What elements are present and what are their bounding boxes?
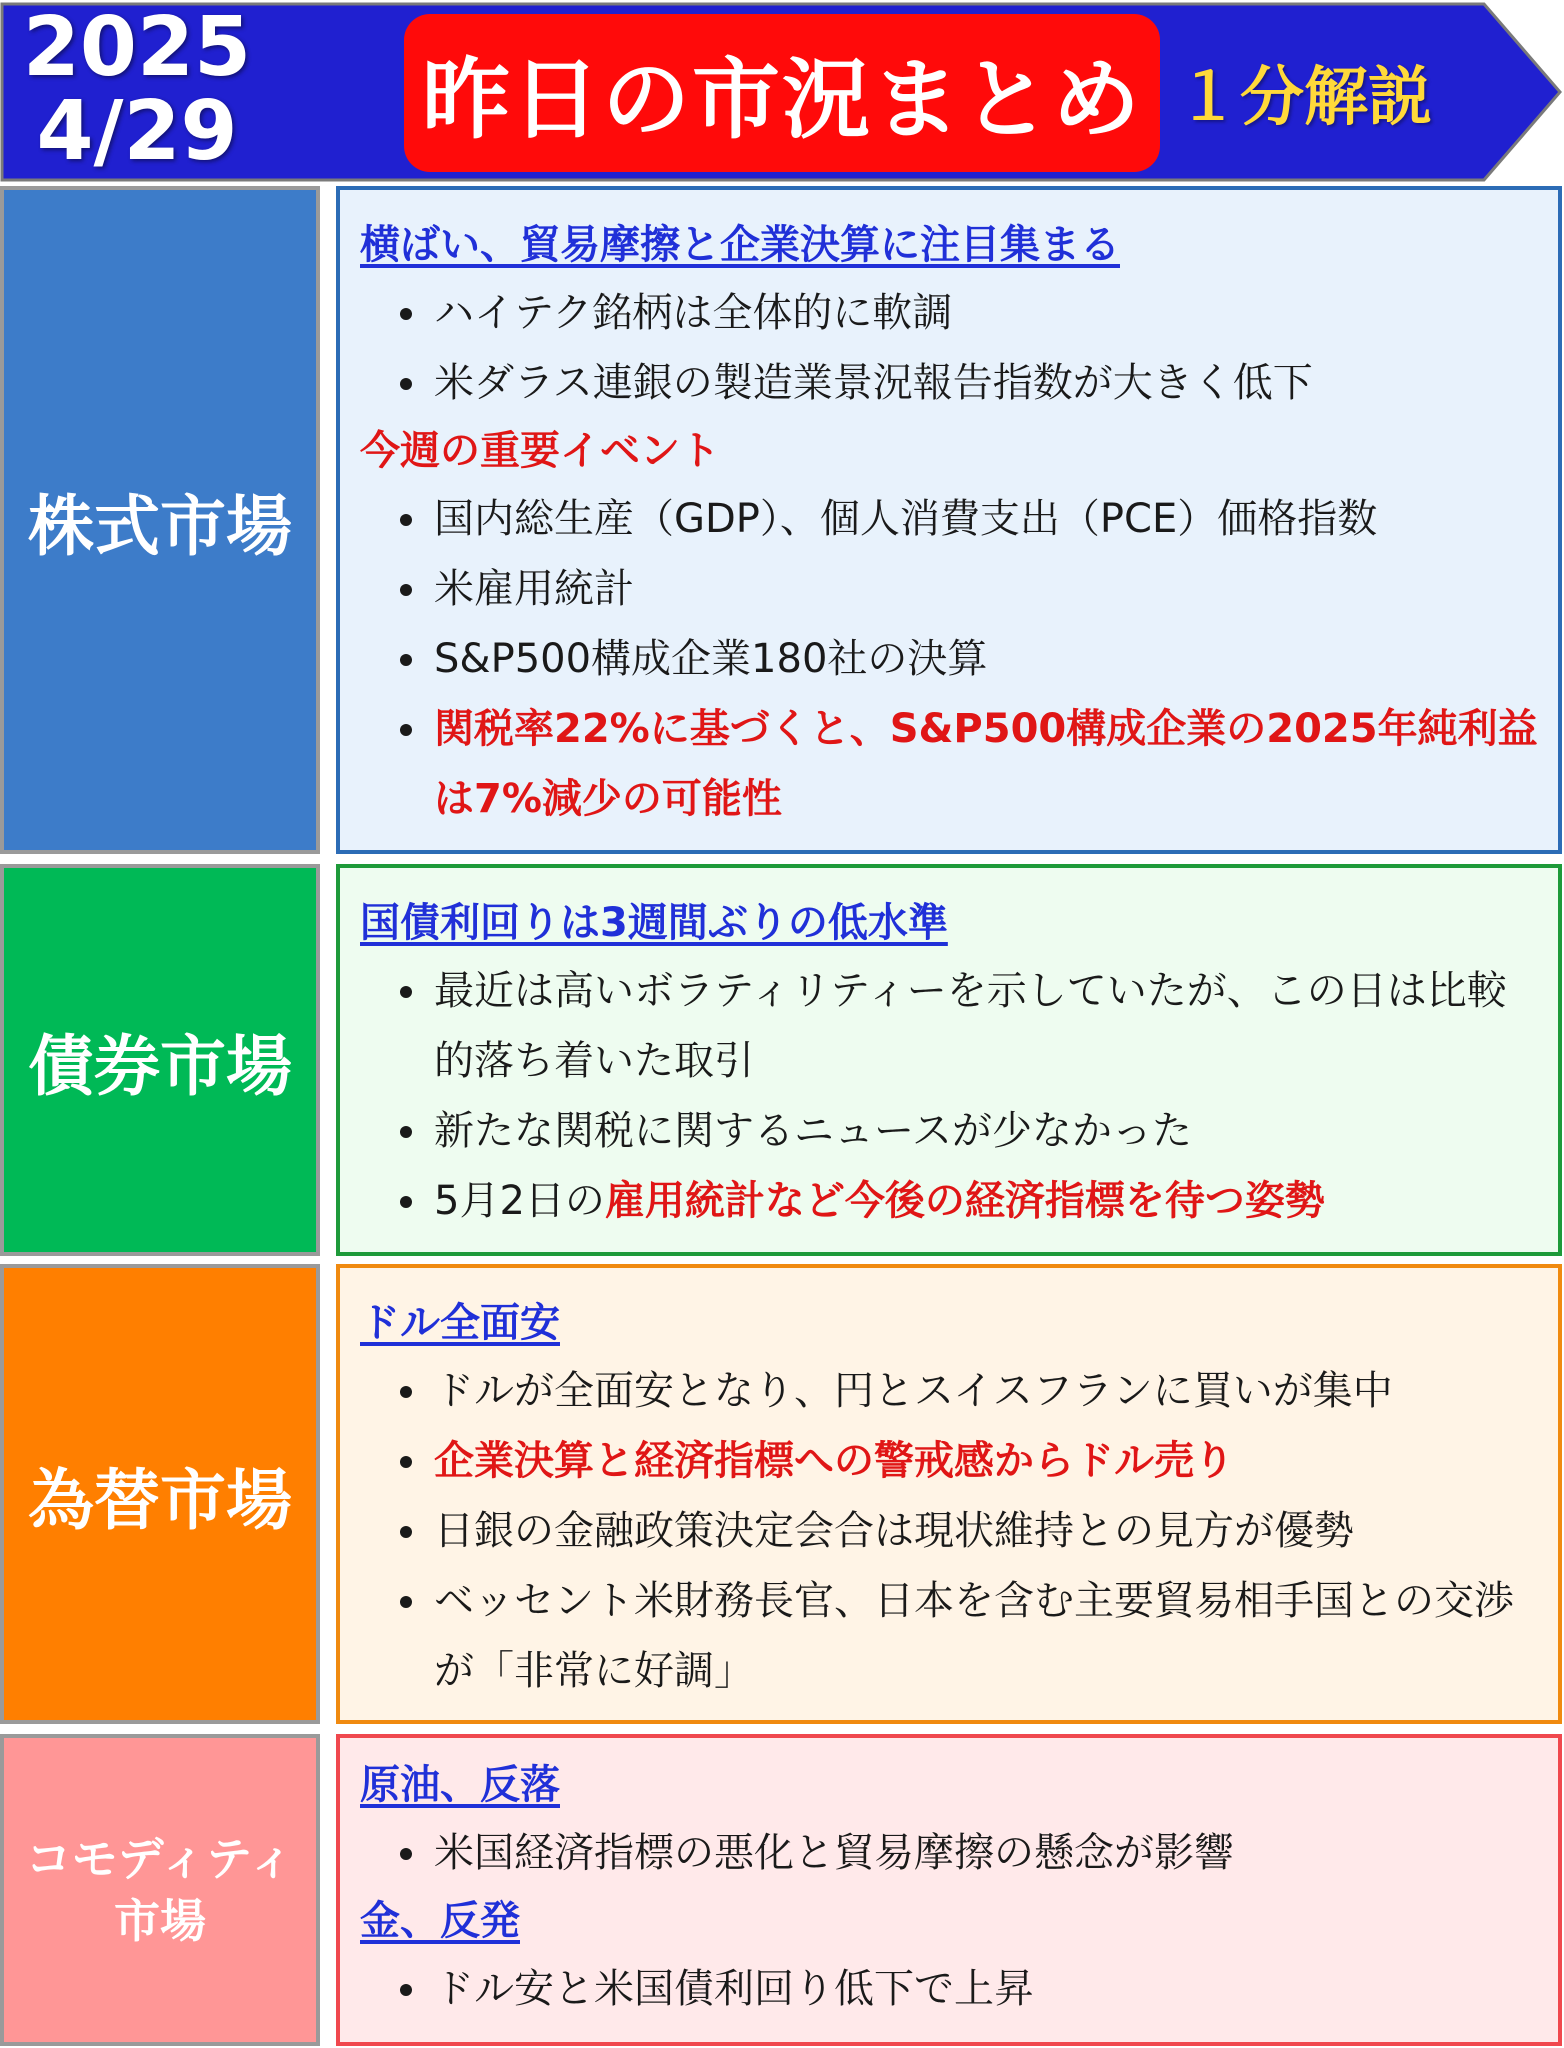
page-title: 昨日の市況まとめ (421, 48, 1142, 151)
list-item: ドル安と米国債利回り低下で上昇 (360, 1954, 1538, 2024)
section-commodity-market (0, 1734, 1564, 2046)
list-item: 最近は高いボラティリティーを示していたが、この日は比較的落ち着いた取引 (360, 956, 1538, 1096)
bond-bullet3-highlight: 雇用統計など今後の経済指標を待つ姿勢 (604, 1178, 1325, 1224)
date-display (10, 0, 264, 179)
bond-bullet3-prefix: 5月2日の (434, 1178, 605, 1224)
title-box (404, 14, 1160, 172)
list-item: S&P500構成企業180社の決算 (360, 624, 1538, 694)
list-item: 米雇用統計 (360, 554, 1538, 624)
commodity-heading-gold: 金、反発 (360, 1898, 520, 1944)
list-item: 米ダラス連銀の製造業景況報告指数が大きく低下 (360, 348, 1538, 418)
fx-heading: ドル全面安 (360, 1300, 560, 1346)
date-year: 2025 (22, 0, 252, 95)
page-subtitle: １分解説 (1176, 61, 1432, 135)
bond-bullet-list (360, 956, 1538, 1236)
list-item: 日銀の金融政策決定会合は現状維持との見方が優勢 (360, 1496, 1538, 1566)
stock-heading-main: 横ばい、貿易摩擦と企業決算に注目集まる (360, 222, 1120, 268)
commodity-oil-list (360, 1818, 1538, 1888)
bond-market-content (336, 864, 1562, 1256)
bond-heading: 国債利回りは3週間ぶりの低水準 (360, 900, 948, 946)
commodity-heading-oil: 原油、反落 (360, 1762, 560, 1808)
list-item: 米国経済指標の悪化と貿易摩擦の懸念が影響 (360, 1818, 1538, 1888)
list-item-highlight: 関税率22%に基づくと、S&P500構成企業の2025年純利益は7%減少の可能性 (360, 694, 1538, 834)
list-item (360, 1166, 1538, 1236)
list-item-highlight: 企業決算と経済指標への警戒感からドル売り (360, 1426, 1538, 1496)
stock-market-label: 株式市場 (0, 186, 320, 854)
stock-heading-events: 今週の重要イベント (360, 428, 720, 474)
section-stock-market (0, 186, 1564, 854)
list-item: ハイテク銘柄は全体的に軟調 (360, 278, 1538, 348)
list-item: ドルが全面安となり、円とスイスフランに買いが集中 (360, 1356, 1538, 1426)
fx-market-content (336, 1264, 1562, 1724)
fx-market-label: 為替市場 (0, 1264, 320, 1724)
list-item: 国内総生産（GDP）、個人消費支出（PCE）価格指数 (360, 484, 1538, 554)
fx-bullet-list (360, 1356, 1538, 1706)
section-bond-market (0, 864, 1564, 1256)
commodity-gold-list (360, 1954, 1538, 2024)
list-item: ベッセント米財務長官、日本を含む主要貿易相手国との交渉が「非常に好調」 (360, 1566, 1538, 1706)
commodity-market-content (336, 1734, 1562, 2046)
section-fx-market (0, 1264, 1564, 1724)
stock-bullet-list-1 (360, 278, 1538, 418)
stock-market-content (336, 186, 1562, 854)
list-item: 新たな関税に関するニュースが少なかった (360, 1096, 1538, 1166)
bond-market-label: 債券市場 (0, 864, 320, 1256)
date-day: 4/29 (36, 84, 238, 179)
stock-bullet-list-2 (360, 484, 1538, 834)
header-banner (0, 0, 1564, 184)
commodity-market-label: コモディティ 市場 (0, 1734, 320, 2046)
